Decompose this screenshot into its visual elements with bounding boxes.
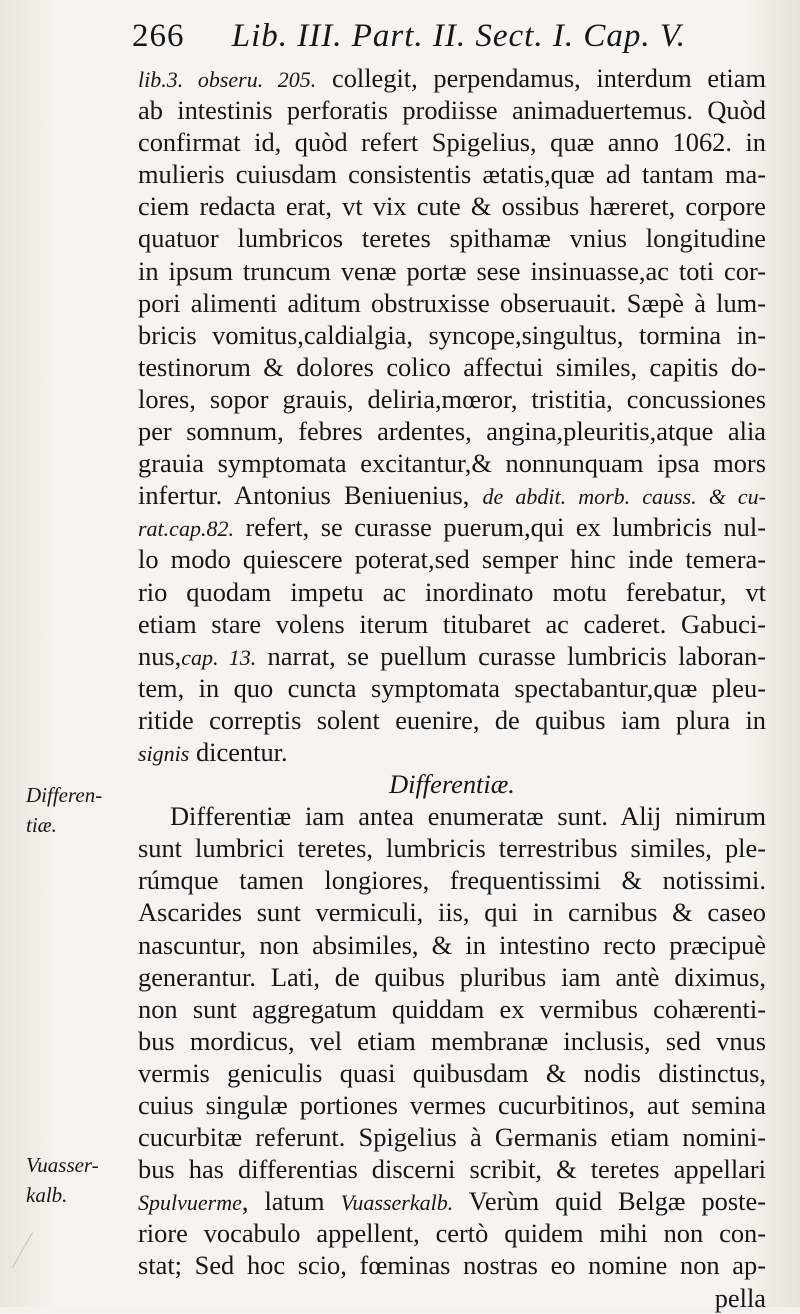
- paragraph-1-line: [138, 158, 766, 190]
- paragraph-1-line: [138, 222, 766, 254]
- paragraph-1-line: [138, 383, 766, 415]
- paragraph-1-line: [138, 672, 766, 704]
- paragraph-1-line: [138, 62, 766, 94]
- paragraph-2-line: [138, 929, 766, 961]
- text-run: ciem redacta erat, vt vix cute & ossibus hæreret, corpore: [138, 191, 766, 222]
- text-run: pella: [714, 1282, 766, 1313]
- text-run: grauia symptomata excitantur,& nonnunquam ipsa mors: [138, 448, 766, 479]
- italic-reference: cap. 13.: [181, 644, 257, 670]
- paragraph-1-line: [138, 543, 766, 575]
- text-run: cucurbitæ referunt. Spigelius à Germanis etiam nomini-: [138, 1122, 766, 1153]
- text-run: rúmque tamen longiores, frequentissimi & notissimi.: [138, 865, 766, 896]
- paragraph-2-line: [138, 800, 766, 832]
- italic-reference: signis: [138, 740, 190, 766]
- italic-reference: de abdit. morb. causs. & cu-: [482, 484, 766, 510]
- text-run: tem, in quo cuncta symptomata spectabantur,quæ pleu-: [138, 672, 766, 703]
- text-run: , latum: [241, 1186, 341, 1217]
- margin-note-line: tiæ.: [26, 813, 57, 837]
- paragraph-2-line: [138, 1121, 766, 1153]
- paragraph-1-line: [138, 736, 766, 768]
- paragraph-2-line: [138, 1089, 766, 1121]
- paragraph-2-line: [138, 993, 766, 1025]
- text-run: ab intestinis perforatis prodiisse animaduertemus. Quòd: [138, 95, 766, 126]
- paragraph-1-line: [138, 608, 766, 640]
- text-run: Ascarides sunt vermiculi, iis, qui in carnibus & caseo: [138, 897, 766, 928]
- text-run: stat; Sed hoc scio, fœminas nostras eo nomine non ap-: [138, 1250, 766, 1281]
- paragraph-2-line: [138, 1185, 766, 1217]
- text-run: testinorum & dolores colico affectui similes, capitis do-: [138, 351, 766, 382]
- paragraph-2-line: [138, 832, 766, 864]
- paragraph-2-line: [138, 1249, 766, 1281]
- text-run: infertur. Antonius Beniuenius,: [138, 480, 483, 511]
- text-run: sunt lumbrici teretes, lumbricis terrestribus similes, ple-: [138, 833, 766, 864]
- text-run: non sunt aggregatum quiddam ex vermibus cohærenti-: [138, 993, 766, 1024]
- text-run: lo modo quiescere poterat,sed semper hinc inde temera-: [138, 544, 766, 575]
- text-run: nascuntur, non absimiles, & in intestino recto præcipuè: [138, 929, 766, 960]
- text-run: cuius singulæ portiones vermes cucurbitinos, aut semina: [138, 1090, 766, 1120]
- paragraph-1-line: [138, 94, 766, 126]
- text-run: riore vocabulo appellent, certò quidem mihi non con-: [138, 1218, 766, 1249]
- paragraph-1-line: [138, 576, 766, 608]
- paragraph-1-line: [138, 190, 766, 222]
- paragraph-2-line: [138, 1282, 766, 1314]
- paragraph-2-line: [138, 896, 766, 928]
- paragraph-2-line: [138, 1057, 766, 1089]
- paragraph-1-line: [138, 415, 766, 447]
- text-run: quatuor lumbricos teretes spithamæ vnius longitudine: [138, 223, 766, 254]
- paragraph-2-line: [138, 961, 766, 993]
- margin-note-line: Differen-: [26, 783, 103, 807]
- text-run: bus mordicus, vel etiam membranæ inclusis, sed vnus: [138, 1025, 766, 1056]
- text-run: Verùm quid Belgæ poste-: [453, 1186, 766, 1217]
- italic-reference: Spulvuerme: [138, 1190, 242, 1216]
- margin-note-line: kalb.: [26, 1183, 68, 1207]
- text-run: mulieris cuiusdam consistentis ætatis,quæ ad tantam ma-: [138, 159, 766, 190]
- paragraph-1-line: [138, 447, 766, 479]
- text-run: etiam stare volens iterum titubaret ac caderet. Gabuci-: [138, 608, 766, 639]
- text-run: lores, sopor grauis, deliria,mœror, tristitia, concussiones: [138, 383, 766, 414]
- paragraph-1-line: [138, 319, 766, 351]
- paragraph-1-line: [138, 126, 766, 158]
- italic-reference: lib.3. obseru. 205.: [138, 67, 317, 92]
- paragraph-2-line: [138, 1025, 766, 1057]
- margin-note-line: Vuasser-: [26, 1153, 99, 1177]
- paragraph-1-line: [138, 704, 766, 736]
- page-number: 266: [132, 18, 185, 54]
- margin-note-differentiae: [26, 780, 136, 840]
- text-run: Differentiæ iam antea enumeratæ sunt. Alij nimirum: [170, 801, 766, 832]
- text-run: narrat, se puellum curasse lumbricis laboran-: [256, 640, 766, 671]
- text-run: generantur. Lati, de quibus pluribus iam antè diximus,: [138, 961, 766, 992]
- paragraph-2-line: [138, 864, 766, 896]
- text-run: dicentur.: [189, 736, 288, 767]
- running-header: [132, 18, 752, 62]
- paragraph-1-line: [138, 640, 766, 672]
- paragraph-1-line: [138, 351, 766, 383]
- text-run: per somnum, febres ardentes, angina,pleuritis,atque alia: [138, 416, 766, 447]
- body-text: [138, 62, 766, 1314]
- paragraph-1-line: [138, 255, 766, 287]
- section-heading: Differentiæ.: [389, 769, 515, 800]
- margin-note-vuasserkalb: [26, 1150, 136, 1210]
- text-run: ritide correptis solent euenire, de quibus iam plura in: [138, 704, 766, 735]
- text-run: vermis geniculis quasi quibusdam & nodis distinctus,: [138, 1057, 766, 1088]
- text-run: nus,: [138, 640, 182, 671]
- text-run: refert, se curasse puerum,qui ex lumbricis nul-: [233, 512, 766, 543]
- pencil-mark: [12, 1232, 33, 1267]
- text-run: bus has differentias discerni scribit, & teretes appellari: [138, 1154, 766, 1185]
- italic-reference: rat.cap.82.: [138, 516, 234, 542]
- text-run: rio quodam impetu ac inordinato motu ferebatur, vt: [138, 576, 766, 607]
- text-run: pori alimenti aditum obstruxisse obseruauit. Sæpè à lum-: [138, 287, 766, 318]
- text-run: confirmat id, quòd refert Spigelius, quæ anno 1062. in: [138, 127, 766, 158]
- running-title: Lib. III. Part. II. Sect. I. Cap. V.: [231, 18, 687, 54]
- paragraph-1-line: [138, 479, 766, 511]
- paragraph-1-line: [138, 511, 766, 543]
- paragraph-2-line: [138, 1217, 766, 1249]
- text-run: collegit, perpendamus, interdum etiam: [316, 63, 766, 93]
- paragraph-1-line: [138, 287, 766, 319]
- text-run: bricis vomitus,caldialgia, syncope,singultus, tormina in-: [138, 319, 766, 350]
- italic-reference: Vuasserkalb.: [340, 1190, 454, 1216]
- paragraph-2-line: [138, 1153, 766, 1185]
- text-run: in ipsum truncum venæ portæ sese insinuasse,ac toti cor-: [138, 255, 766, 286]
